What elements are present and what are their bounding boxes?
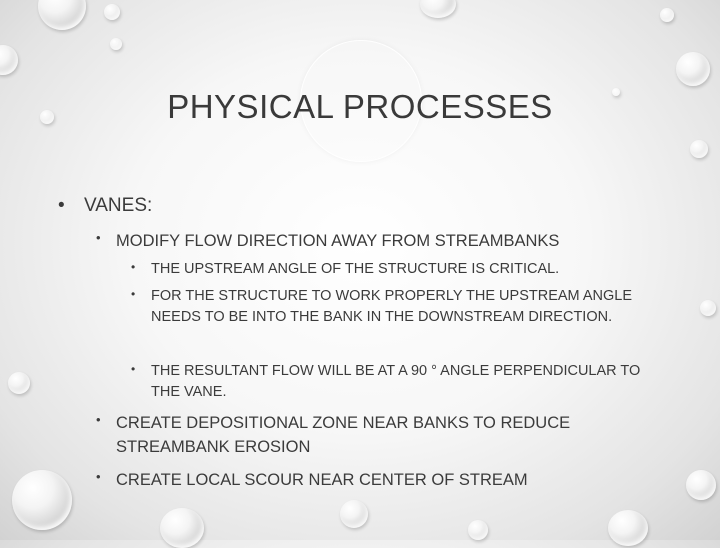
bullet-text: VANES: xyxy=(84,195,153,216)
bullet-dot: • xyxy=(131,260,136,274)
bullet-dot: • xyxy=(131,287,136,301)
bullet-text: THE UPSTREAM ANGLE OF THE STRUCTURE IS CRITICAL. xyxy=(151,261,560,277)
bullet-text: CREATE LOCAL SCOUR NEAR CENTER OF STREAM xyxy=(116,471,528,489)
bullet-text: FOR THE STRUCTURE TO WORK PROPERLY THE UPSTREAM ANGLE NEEDS TO BE INTO THE BANK IN THE DOWNSTREAM DIRECTION. xyxy=(151,288,632,325)
bullet-dot: • xyxy=(96,469,101,484)
bullet-dot: • xyxy=(58,195,65,216)
bullet-text: MODIFY FLOW DIRECTION AWAY FROM STREAMBANKS xyxy=(116,232,560,250)
bullet-text: CREATE DEPOSITIONAL ZONE NEAR BANKS TO REDUCE STREAMBANK EROSION xyxy=(116,414,571,456)
bullet-dot: • xyxy=(131,362,136,376)
bullet-text: THE RESULTANT FLOW WILL BE AT A 90 ° ANGLE PERPENDICULAR TO THE VANE. xyxy=(151,363,641,400)
slide-title: PHYSICAL PROCESSES xyxy=(167,88,553,125)
bullet-dot: • xyxy=(96,412,101,427)
bullet-dot: • xyxy=(96,230,101,245)
